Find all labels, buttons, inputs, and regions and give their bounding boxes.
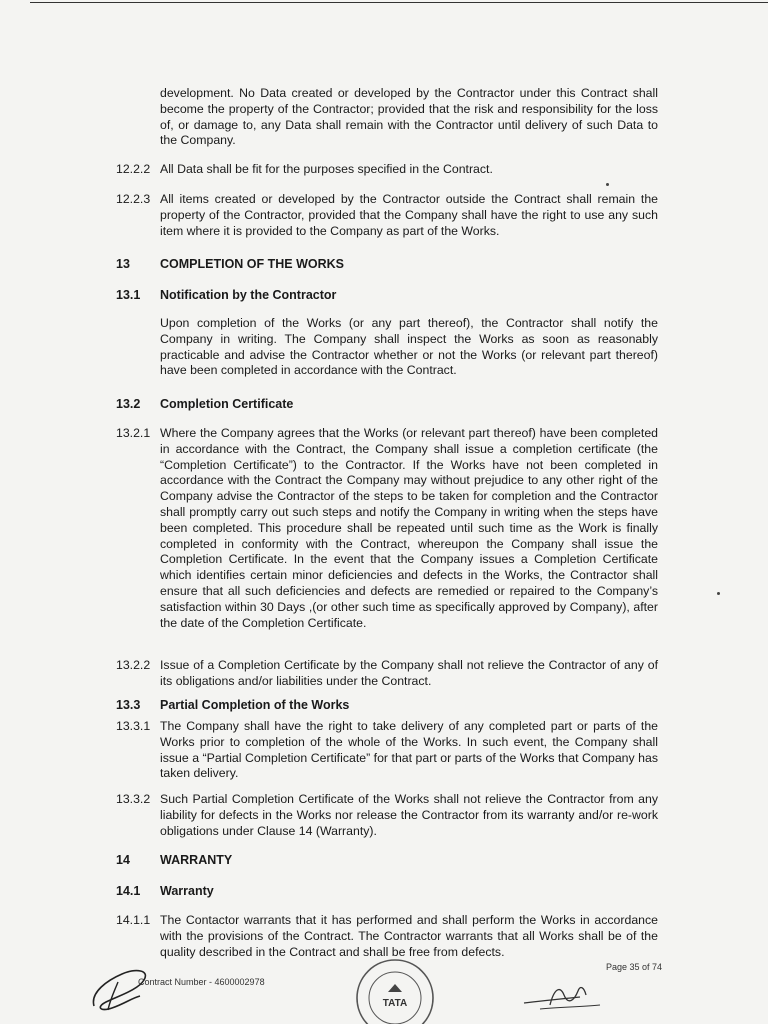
stamp-logo: TATA xyxy=(382,998,408,1009)
footer-contract-number: Contract Number - 4600002978 xyxy=(138,977,265,987)
section-heading-13-3: Partial Completion of the Works xyxy=(160,698,350,712)
section-heading-14: WARRANTY xyxy=(160,853,233,867)
section-number-13-2: 13.2 xyxy=(116,397,141,411)
clause-number-13-2-1: 13.2.1 xyxy=(116,426,151,440)
section-number-13-3: 13.3 xyxy=(116,698,141,712)
page-number: Page 35 of 74 xyxy=(606,962,663,972)
clause-text-13-1: Upon completion of the Works (or any part thereof), the Contractor shall notify the Company in writing. The Company shall inspect the Works as soon as reasonably practicable and advise the Contractor whether or not the Works (or relevant part thereof) have been completed in accordance with the Contract. xyxy=(160,316,658,378)
clause-number-12-2-3: 12.2.3 xyxy=(116,192,151,206)
signature-right-icon xyxy=(520,975,610,1015)
section-heading-14-1: Warranty xyxy=(160,884,214,898)
clause-text-13-3-2: Such Partial Completion Certificate of the Works shall not relieve the Contractor from any liability for defects in the Works nor release the Contractor from its warranty and/or re-work obligations under Clause 14 (Warranty). xyxy=(160,792,658,838)
paragraph-intro: development. No Data created or developed by the Contractor under this Contract shall become the property of the Contractor; provided that the risk and responsibility for the loss of, or damage to, any Data shall remain with the Contractor until delivery of such Data to the Company. xyxy=(160,86,658,148)
clause-text-12-2-3: All items created or developed by the Contractor outside the Contract shall remain the property of the Contractor, provided that the Company shall have the right to use any such item where it is provided to the Company as part of the Works. xyxy=(160,192,658,238)
section-number-14: 14 xyxy=(116,853,130,867)
section-number-13-1: 13.1 xyxy=(116,288,141,302)
clause-text-14-1-1: The Contactor warrants that it has performed and shall perform the Works in accordance with the provisions of the Contract. The Contractor warrants that all Works shall be of the quality described in the Contract and shall be free from defects. xyxy=(160,913,658,959)
signature-left-icon xyxy=(88,962,158,1014)
clause-text-12-2-2: All Data shall be fit for the purposes specified in the Contract. xyxy=(160,162,493,176)
section-heading-13: COMPLETION OF THE WORKS xyxy=(160,257,345,271)
scan-speck xyxy=(606,183,609,186)
clause-number-13-3-2: 13.3.2 xyxy=(116,792,151,806)
clause-number-14-1-1: 14.1.1 xyxy=(116,913,151,927)
clause-text-13-3-1: The Company shall have the right to take delivery of any completed part or parts of the Works prior to completion of the whole of the Works. In such event, the Company shall issue a “Partial Completion Certificate” for that part or parts of the Works that Company has taken delivery. xyxy=(160,719,658,781)
clause-number-12-2-2: 12.2.2 xyxy=(116,162,151,176)
clause-text-13-2-1: Where the Company agrees that the Works (or relevant part thereof) have been completed in accordance with the Contract, the Company shall issue a completion certificate (the “Completion Certificate”) to the Contractor. If the Works have not been completed in accordance with the Contract the Company may without prejudice to any other right of the Company advise the Contractor of the steps to be taken for completion and the Contractor shall promptly carry out such steps and notify the Company in writing when the steps have been completed. This procedure shall be repeated until such time as the Work is finally completed in conformity with the Contract, whereupon the Company shall issue the Completion Certificate. In the event that the Company issues a Completion Certificate which identifies certain minor deficiencies and defects in the Works, the Contractor shall ensure that all such deficiencies and defects are remedied or repaired to the Company’s satisfaction within 30 Days ,(or other such time as specifically approved by Company), after the date of the Completion Certificate. xyxy=(160,426,658,630)
company-stamp-icon xyxy=(350,952,440,1024)
section-heading-13-1: Notification by the Contractor xyxy=(160,288,337,302)
clause-number-13-3-1: 13.3.1 xyxy=(116,719,151,733)
clause-text-13-2-2: Issue of a Completion Certificate by the Company shall not relieve the Contractor of any of its obligations and/or liabilities under the Contract. xyxy=(160,658,658,688)
clause-number-13-2-2: 13.2.2 xyxy=(116,658,151,672)
scan-speck xyxy=(717,592,720,595)
top-rule xyxy=(30,2,768,3)
section-number-13: 13 xyxy=(116,257,130,271)
section-number-14-1: 14.1 xyxy=(116,884,141,898)
section-heading-13-2: Completion Certificate xyxy=(160,397,294,411)
